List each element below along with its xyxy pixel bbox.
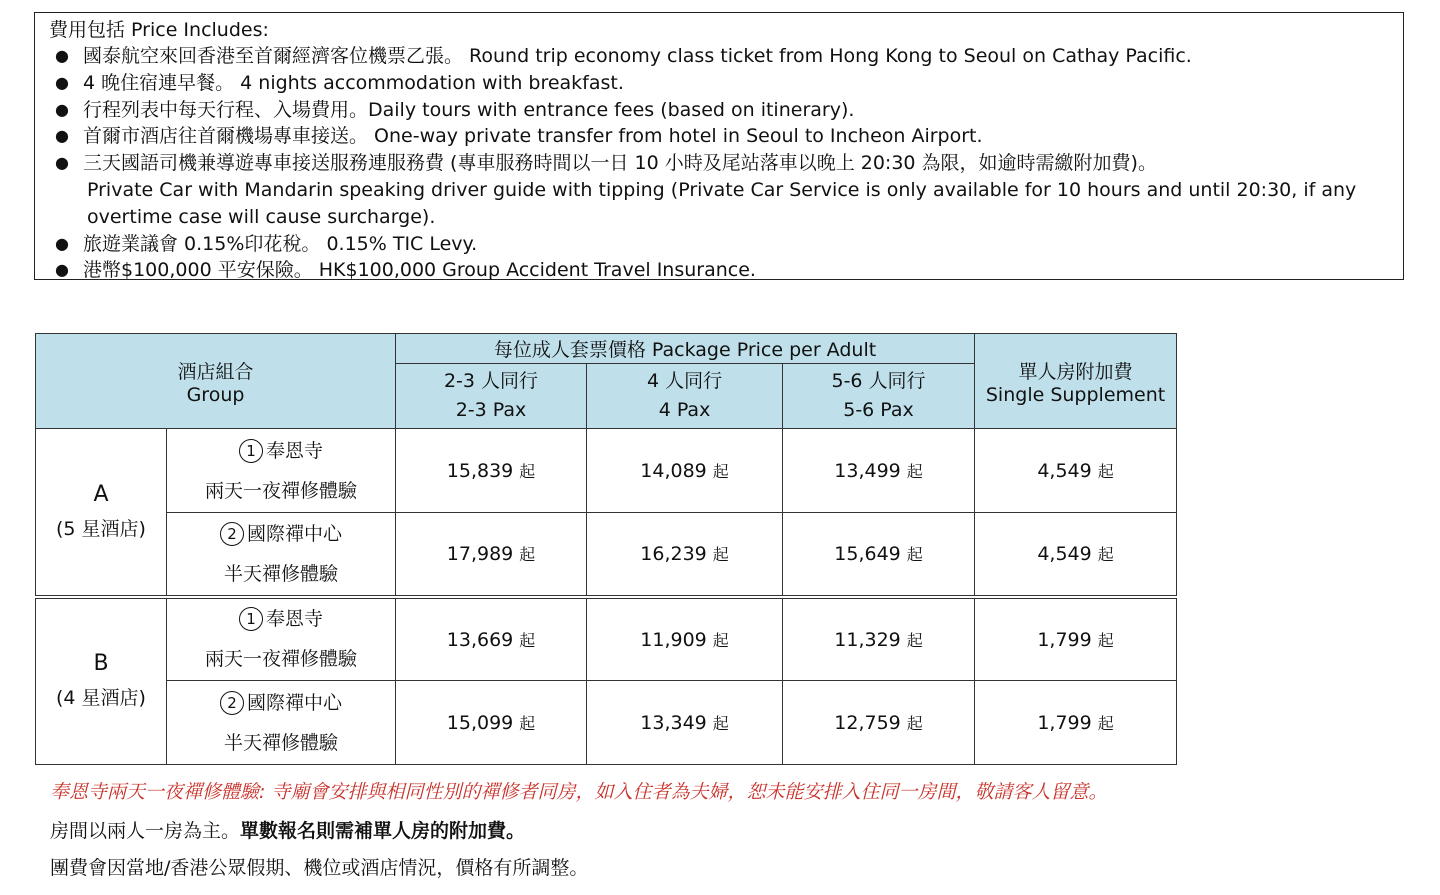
from-label: 起 <box>1097 545 1114 565</box>
option-cell <box>167 513 396 597</box>
group-label-b <box>36 597 167 765</box>
include-text: 4 晚住宿連早餐。 4 nights accommodation with breakfast. <box>83 71 624 94</box>
price-cell <box>783 429 975 513</box>
pax-en: 4 Pax <box>658 399 711 421</box>
pax-header-5-6 <box>783 364 975 429</box>
note-room-bold: 單數報名則需補單人房的附加費。 <box>240 820 526 842</box>
price-cell <box>396 681 587 765</box>
price-table <box>35 333 1177 765</box>
group-label-a <box>36 429 167 597</box>
bullet-icon: ● <box>55 99 69 119</box>
bullet-icon: ● <box>55 72 69 92</box>
table-row <box>36 681 1177 765</box>
option-desc: 兩天一夜禪修體驗 <box>205 648 358 671</box>
price-cell <box>396 429 587 513</box>
price-cell <box>396 597 587 681</box>
price-cell <box>587 681 783 765</box>
from-label: 起 <box>1097 630 1114 650</box>
price-includes-box <box>34 12 1404 280</box>
price-cell <box>396 513 587 597</box>
from-label: 起 <box>712 630 729 650</box>
note-temple-stay: 奉恩寺兩天一夜禪修體驗: 寺廟會安排與相同性別的禪修者同房，如入住者為夫婦，恕未能安排入住同一房間，敬請客人留意。 <box>50 781 1108 803</box>
bullet-icon: ● <box>55 233 69 253</box>
option-cell <box>167 597 396 681</box>
price-includes-title: 費用包括 Price Includes: <box>49 19 269 41</box>
option-name: 國際禪中心 <box>247 691 343 714</box>
circled-number: 2 <box>220 691 244 715</box>
single-cell <box>975 681 1177 765</box>
bullet-icon: ● <box>55 260 69 280</box>
bullet-icon: ● <box>55 126 69 146</box>
from-label: 起 <box>712 714 729 733</box>
price-cell <box>783 681 975 765</box>
from-label: 起 <box>906 714 923 733</box>
include-text: 國泰航空來回香港至首爾經濟客位機票乙張。 Round trip economy class ticket from Hong Kong to Seoul on Cathay Pacific. <box>83 45 1192 67</box>
price-cell <box>783 513 975 597</box>
from-label: 起 <box>1097 462 1114 481</box>
note-room-arrangement <box>50 816 525 843</box>
include-subtext: Private Car with Mandarin speaking driver guide with tipping (Private Car Service is only available for 10 hours and until 20:30, if any overtime case will cause surcharge). <box>87 178 1357 228</box>
price-cell-highlight <box>783 597 975 681</box>
include-item-flight <box>49 43 1403 70</box>
single-value: 1,799 <box>1037 712 1092 734</box>
price-value: 15,099 <box>446 712 514 734</box>
include-text: 港幣$100,000 平安保險。 HK$100,000 Group Accident Travel Insurance. <box>83 259 756 282</box>
group-letter: B <box>93 651 109 677</box>
price-value: 16,239 <box>640 543 707 566</box>
option-name: 奉恩寺 <box>266 439 324 462</box>
include-item-insurance <box>49 257 1403 284</box>
include-text: 首爾市酒店往首爾機場專車接送。 One-way private transfer from hotel in Seoul to Incheon Airport. <box>83 125 983 148</box>
group-header <box>36 334 396 429</box>
table-row <box>36 513 1177 597</box>
option-desc: 半天禪修體驗 <box>224 731 339 754</box>
note-room-text: 房間以兩人一房為主。 <box>50 820 241 842</box>
table-row <box>36 429 1177 513</box>
option-name: 奉恩寺 <box>266 608 324 631</box>
group-header-en: Group <box>186 383 245 406</box>
price-value: 14,089 <box>640 460 707 482</box>
single-value: 4,549 <box>1037 460 1092 482</box>
from-label: 起 <box>519 462 536 481</box>
option-cell <box>167 681 396 765</box>
pax-header-4 <box>587 364 783 429</box>
price-cell <box>587 597 783 681</box>
include-item-transfer <box>49 123 1403 150</box>
include-item-accommodation <box>49 70 1403 97</box>
group-hotel-rating: (5 星酒店) <box>56 517 146 540</box>
from-label: 起 <box>712 545 729 565</box>
bullet-icon: ● <box>55 46 69 65</box>
table-header-row <box>36 334 1177 364</box>
pax-zh: 5-6 人同行 <box>831 370 926 392</box>
price-cell <box>587 513 783 597</box>
single-cell <box>975 429 1177 513</box>
single-header-zh: 單人房附加費 <box>1018 360 1133 383</box>
option-name: 國際禪中心 <box>247 522 343 545</box>
pax-header-2-3 <box>396 364 587 429</box>
include-item-private-car <box>49 150 1403 230</box>
bullet-icon: ● <box>55 153 69 173</box>
price-value: 17,989 <box>446 543 514 566</box>
pax-en: 5-6 Pax <box>843 399 914 421</box>
single-cell <box>975 513 1177 597</box>
option-cell <box>167 429 396 513</box>
price-value: 15,839 <box>446 460 514 482</box>
price-value: 11,909 <box>640 628 707 651</box>
price-value: 11,329 <box>834 628 901 651</box>
include-item-levy <box>49 231 1403 258</box>
from-label: 起 <box>519 545 536 565</box>
single-cell <box>975 597 1177 681</box>
include-text: 旅遊業議會 0.15%印花稅。 0.15% TIC Levy. <box>83 232 478 255</box>
circled-number: 1 <box>239 607 263 631</box>
from-label: 起 <box>519 630 536 650</box>
pax-zh: 4 人同行 <box>646 370 723 392</box>
option-desc: 兩天一夜禪修體驗 <box>205 479 358 502</box>
group-hotel-rating: (4 星酒店) <box>56 687 146 710</box>
price-value: 13,669 <box>446 628 514 651</box>
circled-number: 1 <box>239 439 263 463</box>
single-value: 4,549 <box>1037 543 1092 566</box>
circled-number: 2 <box>220 522 244 546</box>
pax-en: 2-3 Pax <box>455 399 527 421</box>
single-supplement-header <box>975 334 1177 429</box>
table-row <box>36 597 1177 681</box>
price-value: 15,649 <box>834 543 901 566</box>
single-header-en: Single Supplement <box>985 383 1166 406</box>
from-label: 起 <box>906 630 923 650</box>
include-text: 三天國語司機兼導遊專車接送服務連服務費 (專車服務時間以一日 10 小時及尾站落車以晚上 20:30 為限，如逾時需繳附加費)。 <box>83 152 1157 175</box>
include-item-tours <box>49 97 1403 124</box>
from-label: 起 <box>1097 714 1114 733</box>
package-price-header: 每位成人套票價格 Package Price per Adult <box>396 334 975 364</box>
from-label: 起 <box>906 462 923 481</box>
single-value: 1,799 <box>1037 628 1092 651</box>
pax-zh: 2-3 人同行 <box>443 370 539 392</box>
group-header-zh: 酒店組合 <box>177 360 254 383</box>
group-letter: A <box>93 481 109 507</box>
include-text: 行程列表中每天行程、入場費用。Daily tours with entrance fees (based on itinerary). <box>83 98 855 121</box>
price-value: 13,349 <box>640 712 707 734</box>
price-cell <box>587 429 783 513</box>
from-label: 起 <box>906 545 923 565</box>
from-label: 起 <box>712 462 729 481</box>
price-value: 13,499 <box>834 460 901 482</box>
note-price-adjustment: 團費會因當地/香港公眾假期、機位或酒店情況，價格有所調整。 <box>50 857 589 879</box>
option-desc: 半天禪修體驗 <box>224 562 339 585</box>
price-value: 12,759 <box>834 712 901 734</box>
from-label: 起 <box>519 714 536 733</box>
